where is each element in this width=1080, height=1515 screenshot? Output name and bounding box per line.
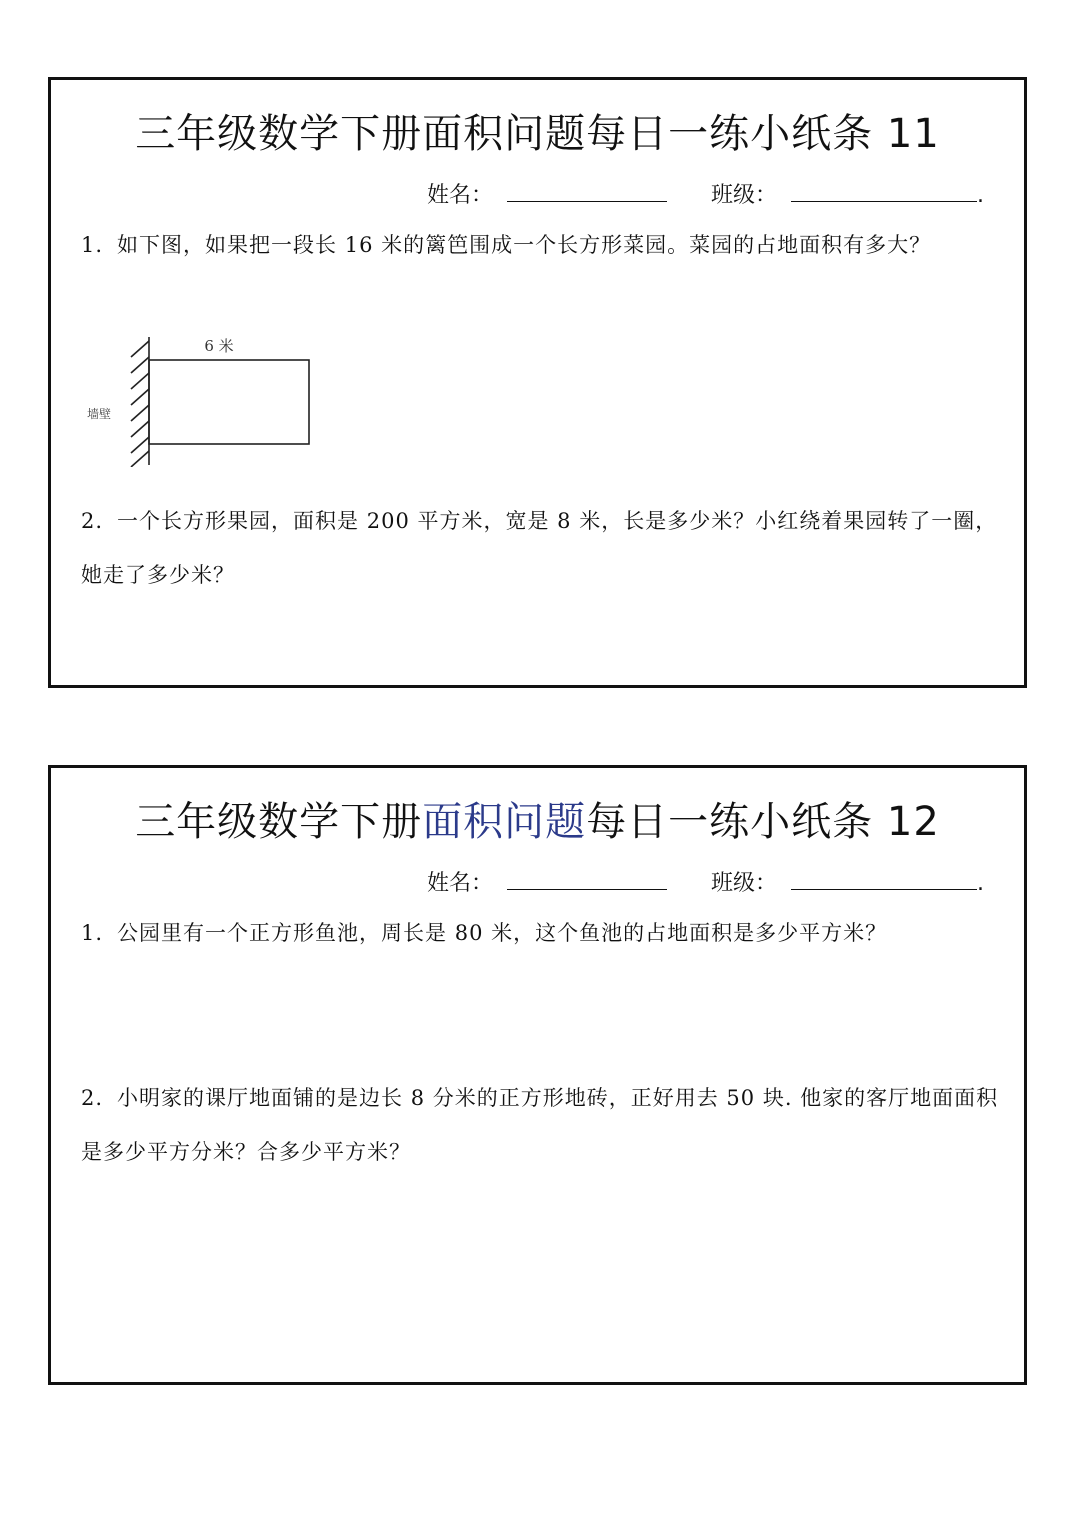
title-text-end: 每日一练小纸条 12	[586, 799, 940, 845]
worksheet-title	[51, 790, 1024, 847]
question-1	[81, 218, 1000, 272]
class-label: 班级：	[711, 183, 778, 208]
question-text: 小明家的课厅地面铺的是边长 8 分米的正方形地砖，正好用去 50 块. 他家的客厅地面面积是多少平方分米？合多少平方米？	[81, 1086, 999, 1164]
question-number: 2.	[81, 1086, 104, 1110]
class-end-mark: .	[977, 871, 985, 896]
wall-hatching	[131, 337, 149, 467]
question-number: 1.	[81, 921, 104, 945]
class-blank	[791, 867, 977, 890]
class-blank	[791, 179, 977, 202]
question-number: 1.	[81, 233, 104, 257]
worksheet-card-11	[48, 77, 1027, 688]
wall-label: 墙壁	[87, 407, 112, 421]
question-2	[81, 494, 1000, 602]
fence-garden-diagram	[81, 327, 341, 467]
class-field	[711, 866, 984, 897]
question-1	[81, 906, 1000, 960]
question-text: 如下图，如果把一段长 16 米的篱笆围成一个长方形菜园。菜园的占地面积有多大？	[117, 233, 932, 257]
worksheet-title	[51, 102, 1024, 159]
name-label: 姓名：	[427, 871, 494, 896]
name-blank	[507, 179, 667, 202]
title-highlight: 面积问题	[422, 799, 587, 845]
question-2	[81, 1071, 1000, 1179]
class-end-mark: .	[977, 183, 985, 208]
garden-rectangle	[149, 360, 309, 444]
name-label: 姓名：	[427, 183, 494, 208]
question-text: 公园里有一个正方形鱼池，周长是 80 米，这个鱼池的占地面积是多少平方米？	[117, 921, 888, 945]
worksheet-card-12	[48, 765, 1027, 1385]
class-field	[711, 178, 984, 209]
title-text: 三年级数学下册	[135, 799, 423, 845]
question-text: 一个长方形果园，面积是 200 平方米，宽是 8 米，长是多少米？小红绕着果园转了一圈，她走了多少米？	[81, 509, 998, 587]
question-number: 2.	[81, 509, 104, 533]
title-text: 三年级数学下册面积问题每日一练小纸条 11	[135, 111, 940, 157]
name-field	[427, 178, 667, 209]
name-blank	[507, 867, 667, 890]
length-label: 6 米	[204, 337, 234, 355]
class-label: 班级：	[711, 871, 778, 896]
name-field	[427, 866, 667, 897]
